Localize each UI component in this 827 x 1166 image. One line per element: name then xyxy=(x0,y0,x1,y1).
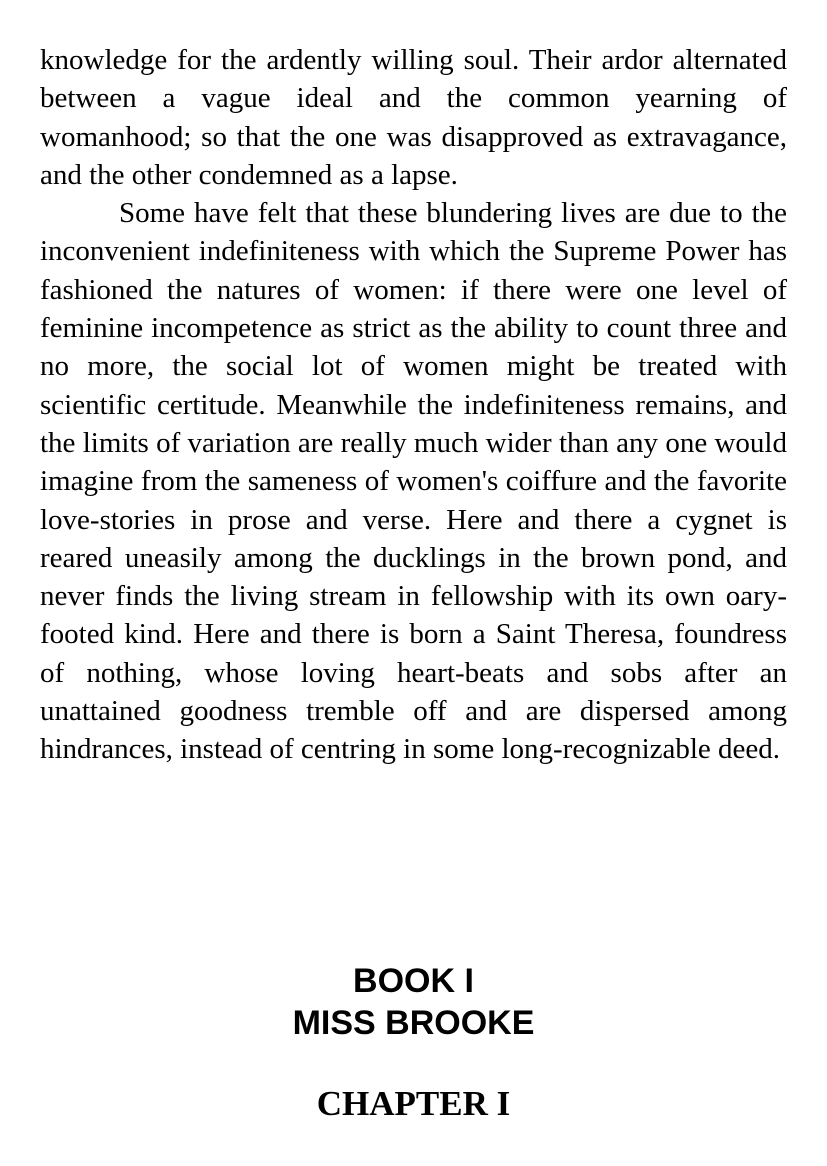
book-number: BOOK I xyxy=(353,962,474,1000)
book-title: MISS BROOKE xyxy=(292,1004,535,1042)
book-heading xyxy=(0,960,827,1044)
chapter-heading: CHAPTER I xyxy=(316,1084,511,1123)
paragraph-continuation: knowledge for the ardently willing soul. Their ardor alternated between a vague ideal and the common yearning of womanhood; so that the one was disapproved as extravagance, and the other condemned as a lapse. xyxy=(40,44,787,191)
body-text xyxy=(40,41,787,769)
paragraph: Some have felt that these blundering lives are due to the inconvenient indefiniteness with which the Supreme Power has fashioned the natures of women: if there were one level of feminine incompetence as strict as the ability to count three and no more, the social lot of women might be treated with scientific certitude. Meanwhile the indefiniteness remains, and the limits of variation are really much wider than any one would imagine from the sameness of women's coiffure and the favorite love-stories in prose and verse. Here and there a cygnet is reared uneasily among the ducklings in the brown pond, and never finds the living stream in fellowship with its own oary-footed kind. Here and there is born a Saint Theresa, foundress of nothing, whose loving heart-beats and sobs after an unattained goodness tremble off and are dispersed among hindrances, instead of centring in some long-recognizable deed. xyxy=(40,197,787,766)
